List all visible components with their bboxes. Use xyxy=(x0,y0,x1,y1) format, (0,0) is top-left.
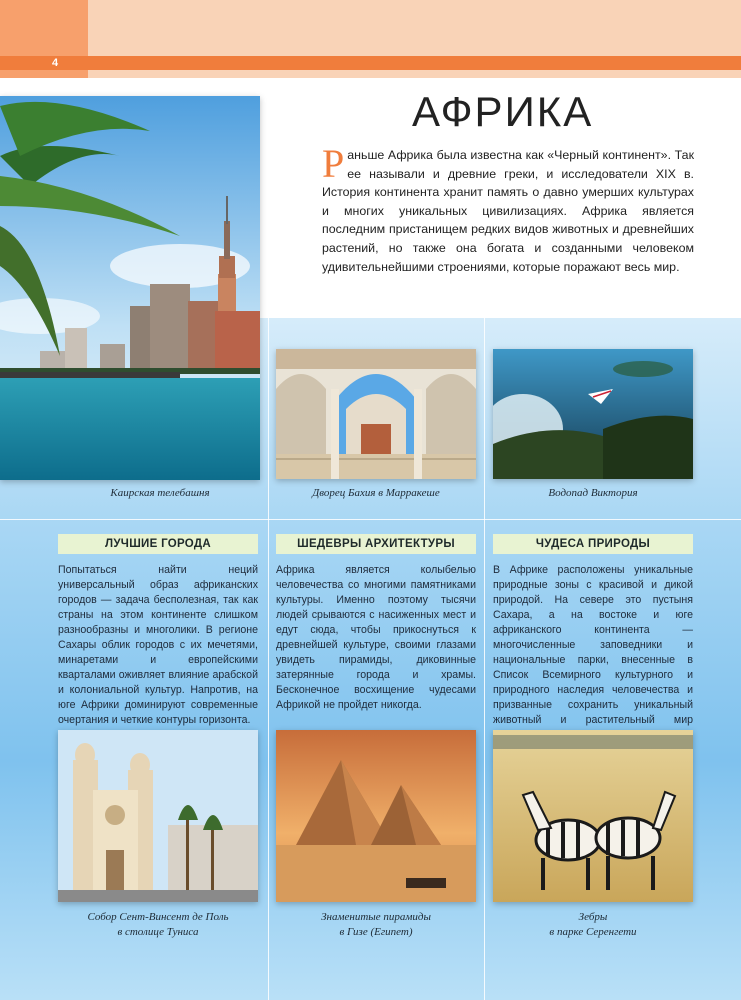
section-text-nature: В Африке расположены уникальные природные зоны с красивой и дикой природой. На севере это пустыня Сахара, а на востоке и юге африканского континента — многочисленные заповедники и национальные парки, внесенные в Список Всемирного культурного и природного наследия человечества и призванные сохранить уникальный животный и растительный мир xyxy=(493,564,693,726)
column-divider xyxy=(268,318,269,1000)
drop-cap: Р xyxy=(322,141,345,186)
victoria-caption: Водопад Виктория xyxy=(548,487,638,499)
cathedral-image xyxy=(58,730,258,902)
header-stripe xyxy=(0,56,741,70)
pyramids-caption-line2: в Гизе (Египет) xyxy=(339,926,413,938)
zebras-caption-line2: в парке Серенгети xyxy=(549,926,637,938)
section-heading-cities: ЛУЧШИЕ ГОРОДА xyxy=(58,534,258,554)
zebras-caption xyxy=(493,910,693,940)
intro-paragraph xyxy=(322,141,694,276)
header-band xyxy=(0,0,741,78)
page-title: АФРИКА xyxy=(412,88,594,135)
row-divider xyxy=(0,519,741,520)
section-heading-nature: ЧУДЕСА ПРИРОДЫ xyxy=(493,534,693,554)
pyramids-caption-line1: Знаменитые пирамиды xyxy=(321,911,431,923)
pyramids-image xyxy=(276,730,476,902)
pyramids-photo xyxy=(276,730,476,902)
victoria-falls-image xyxy=(493,349,693,479)
intro-text: аньше Африка была известна как «Черный континент». Так ее называли и древние греки, и исследователи XIX в. История континента хранит память о давно умерших культурах и многих уникальных цивилизациях. Африка является последним пристанищем редких видов животных и древнейших растений, но также она богата и созданными человеком удивительнейшими строениями, которые поражают весь мир. xyxy=(322,148,694,274)
bahia-caption: Дворец Бахия в Марракеше xyxy=(312,487,440,499)
zebras-photo xyxy=(493,730,693,902)
bahia-palace-photo xyxy=(276,349,476,479)
zebras-caption-line1: Зебры xyxy=(578,911,608,923)
victoria-falls-photo xyxy=(493,349,693,479)
section-text-architecture: Африка является колыбелью человечества со многими памятниками культуры. Именно поэтому тысячи людей срываются с насиженных мест и едут сюда, чтобы прикоснуться к древнейшей культуре, своими глазами увидеть пирамиды, диковинные затерянные города и храмы. Бесконечное восхищение чудесами Африкой не пройдет никогда. xyxy=(276,564,476,711)
page-number: 4 xyxy=(52,57,59,69)
column-divider xyxy=(484,318,485,1000)
pyramids-caption xyxy=(276,910,476,940)
section-heading-architecture: ШЕДЕВРЫ АРХИТЕКТУРЫ xyxy=(276,534,476,554)
cathedral-caption xyxy=(58,910,258,940)
cairo-caption: Каирская телебашня xyxy=(110,487,210,499)
cairo-tower-image xyxy=(0,96,260,480)
cathedral-caption-line2: в столице Туниса xyxy=(117,926,199,938)
section-text-cities: Попытаться найти неций универсальный образ африканских городов — задача бесполезная, так как страны на этом континенте слишком разнообразны и многолики. В регионе Сахары облик городов с их мечетями, минаретами и европейскими кварталами оживляет влияние арабской и колониальной культур. Напротив, на юге Африки доминируют современные очертания и четкие контуры горизонта. xyxy=(58,564,258,726)
zebras-image xyxy=(493,730,693,902)
cathedral-photo xyxy=(58,730,258,902)
bahia-palace-image xyxy=(276,349,476,479)
cairo-tower-photo xyxy=(0,96,260,480)
cathedral-caption-line1: Собор Сент-Винсент де Поль xyxy=(87,911,229,923)
